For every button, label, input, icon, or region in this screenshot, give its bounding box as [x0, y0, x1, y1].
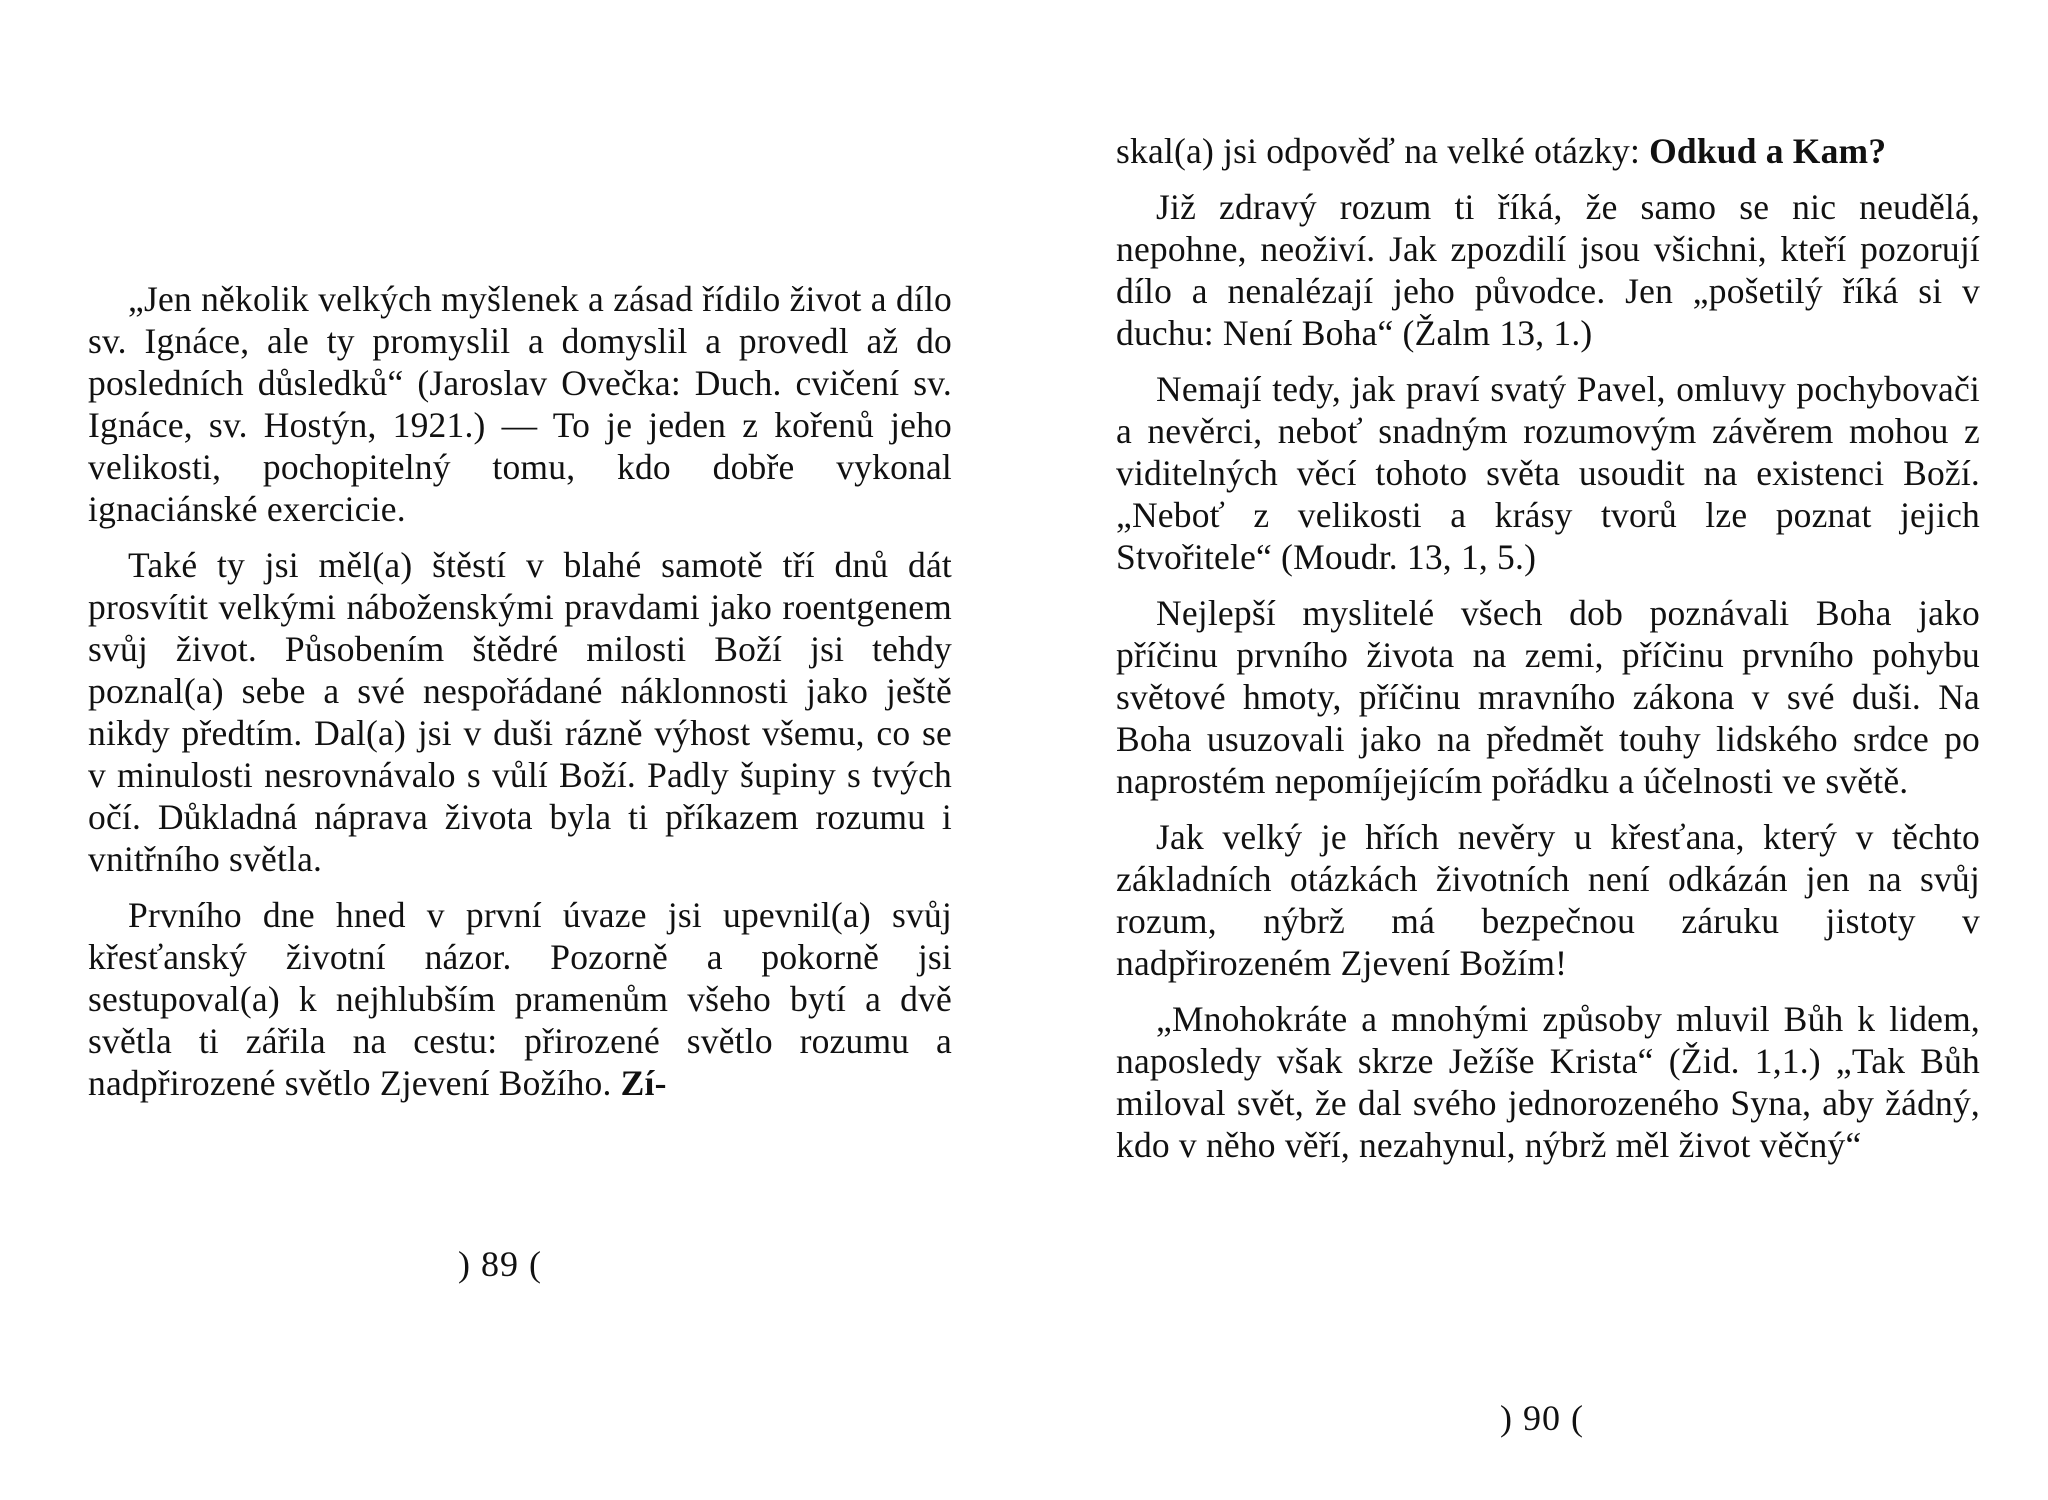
paragraph: Nemají tedy, jak praví svatý Pavel, omluvy pochybovači a nevěrci, neboť snadným rozumovým závěrem mohou z viditelných věcí tohoto světa usoudit na existenci Boží. „Neboť z velikosti a krásy tvorů lze poznat jejich Stvořitele“ (Moudr. 13, 1, 5.): [1116, 369, 1980, 577]
paragraph: Také ty jsi měl(a) štěstí v blahé samotě tří dnů dát prosvítit velkými náboženskými pravdami jako roentgenem svůj život. Působením štědré milosti Boží jsi tehdy poznal(a) sebe a své nespořádané náklonnosti jako ještě nikdy předtím. Dal(a) jsi v duši rázně výhost všemu, co se v minulosti nesrovnávalo s vůlí Boží. Padly šupiny s tvých očí. Důkladná náprava života byla ti příkazem rozumu i vnitřního světla.: [88, 545, 952, 879]
continuation-text: skal(a) jsi odpověď na velké otázky:: [1116, 131, 1641, 171]
right-page: [1116, 0, 1980, 1500]
paragraph: Již zdravý rozum ti říká, že samo se nic neudělá, nepohne, neoživí. Jak zpozdilí jsou všichni, kteří pozorují dílo a nenalézají jeho původce. Jen „pošetilý říká si v duchu: Není Boha“ (Žalm 13, 1.): [1116, 187, 1980, 353]
page-number: ) 89 (: [458, 1244, 542, 1284]
page-number: ) 90 (: [1500, 1398, 1584, 1438]
paragraph: Jak velký je hřích nevěry u křesťana, který v těchto základních otázkách životních není odkázán jen na svůj rozum, nýbrž má bezpečnou záruku jistoty v nadpřirozeném Zjevení Božím!: [1116, 817, 1980, 983]
paragraph: „Jen několik velkých myšlenek a zásad řídilo život a dílo sv. Ignáce, ale ty promyslil a domyslil a provedl až do posledních důsledků“ (Jaroslav Ovečka: Duch. cvičení sv. Ignáce, sv. Hostýn, 1921.) — To je jeden z kořenů jeho velikosti, pochopitelný tomu, kdo dobře vykonal ignaciánské exercicie.: [88, 279, 952, 529]
paragraph: [88, 894, 952, 1104]
continuation-paragraph: [1116, 130, 1980, 172]
paragraph: Nejlepší myslitelé všech dob poznávali Boha jako příčinu prvního života na zemi, příčinu prvního pohybu světové hmoty, příčinu mravního zákona v své duši. Na Boha usuzovali jako na předmět touhy lidského srdce po naprostém nepomíjejícím pořádku a účelnosti ve světě.: [1116, 593, 1980, 801]
paragraph-text: Prvního dne hned v první úvaze jsi upevnil(a) svůj křesťanský životní názor. Pozorně a pokorně jsi sestupoval(a) k nejhlubším pramenům všeho bytí a dvě světla ti zářila na cestu: přirozené světlo rozumu a nadpřirozené světlo Zjevení Božího.: [88, 895, 952, 1103]
left-page: [88, 0, 952, 1500]
right-page-text: [1116, 130, 1980, 1180]
paragraph: „Mnohokráte a mnohými způsoby mluvil Bůh k lidem, naposledy však skrze Ježíše Krista“ (Žid. 1,1.) „Tak Bůh miloval svět, že dal svého jednorozeného Syna, aby žádný, kdo v něho věří, nezahynul, nýbrž měl život věčný“: [1116, 999, 1980, 1165]
bold-hyphenated-word: Zí-: [620, 1063, 667, 1103]
bold-question: Odkud a Kam?: [1649, 131, 1887, 171]
left-page-text: [88, 278, 952, 1118]
